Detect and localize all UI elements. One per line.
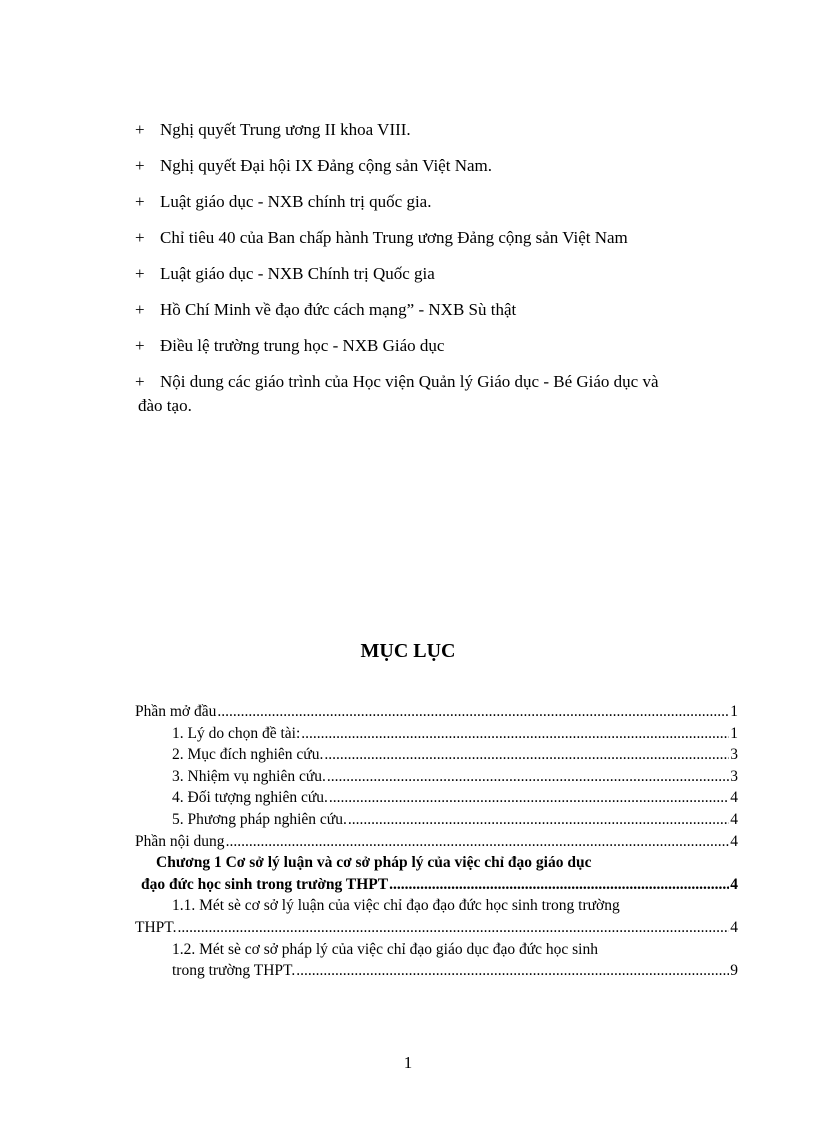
bullet-plus: + xyxy=(135,120,145,139)
reference-item xyxy=(135,154,740,178)
reference-text: Nghị quyết Trung ương II khoa VIII. xyxy=(160,120,411,139)
toc-leader xyxy=(327,766,729,788)
toc-page-number: 4 xyxy=(730,918,738,936)
toc-entry-chapter xyxy=(135,852,738,895)
toc-leader xyxy=(177,917,729,939)
toc-leader xyxy=(296,960,729,982)
toc-entry xyxy=(135,809,738,831)
toc-entry-section xyxy=(135,895,738,938)
bullet-plus: + xyxy=(135,300,145,319)
toc-entry-label: Chương 1 Cơ sở lý luận và cơ sở pháp lý của việc chỉ đạo giáo dục xyxy=(156,854,592,872)
toc-entry-label: 3. Nhiệm vụ nghiên cứu. xyxy=(172,767,326,785)
toc-leader xyxy=(217,701,729,723)
toc-entry-label-continued: đạo đức học sinh trong trường THPT xyxy=(141,875,389,893)
toc-leader xyxy=(389,874,729,896)
toc-page-number: 4 xyxy=(730,875,738,893)
toc-entry-continued xyxy=(135,874,738,896)
reference-item xyxy=(135,262,740,286)
reference-item xyxy=(135,370,740,418)
bullet-plus: + xyxy=(135,192,145,211)
toc-leader xyxy=(324,744,729,766)
toc-entry xyxy=(135,744,738,766)
reference-item xyxy=(135,118,740,142)
toc-entry xyxy=(135,723,738,745)
toc-entry xyxy=(135,701,738,723)
reference-text: Luật giáo dục - NXB chính trị quốc gia. xyxy=(160,192,432,211)
reference-text: Điều lệ trường trung học - NXB Giáo dục xyxy=(160,336,445,355)
reference-text: Nội dung các giáo trình của Học viện Quản lý Giáo dục - Bé Giáo dục và xyxy=(160,372,659,391)
toc-page-number: 4 xyxy=(730,810,738,828)
reference-text: Luật giáo dục - NXB Chính trị Quốc gia xyxy=(160,264,435,283)
reference-item xyxy=(135,190,740,214)
toc-entry-label: 1.2. Mét sè cơ sở pháp lý của việc chỉ đạo giáo dục đạo đức học sinh xyxy=(172,940,598,958)
toc-page-number: 3 xyxy=(730,767,738,785)
toc-page-number: 1 xyxy=(730,703,738,720)
page-number: 1 xyxy=(403,1053,413,1072)
toc-leader xyxy=(329,787,729,809)
reference-item xyxy=(135,298,740,322)
bullet-plus: + xyxy=(135,372,145,391)
toc-entry-label: 4. Đối tượng nghiên cứu. xyxy=(172,789,328,807)
toc-entry-continued xyxy=(135,960,738,982)
toc-entry xyxy=(135,766,738,788)
reference-text: Chỉ tiêu 40 của Ban chấp hành Trung ương Đảng cộng sản Việt Nam xyxy=(160,228,628,247)
bullet-plus: + xyxy=(135,264,145,283)
bullet-plus: + xyxy=(135,156,145,175)
toc-entry-label: 5. Phương pháp nghiên cứu. xyxy=(172,810,347,828)
toc-title: MỤC LỤC xyxy=(360,640,456,662)
toc-entry-label: 1. Lý do chọn đề tài: xyxy=(172,724,301,742)
toc-entry-label: 2. Mục đích nghiên cứu. xyxy=(172,746,324,764)
toc-page-number: 1 xyxy=(730,724,738,742)
toc-entry-label: Phần nội dung xyxy=(135,832,225,850)
table-of-contents xyxy=(135,701,738,982)
toc-entry-section xyxy=(135,939,738,982)
toc-entry xyxy=(135,787,738,809)
toc-leader xyxy=(226,831,730,853)
toc-page-number: 9 xyxy=(730,962,738,980)
reference-item xyxy=(135,226,740,250)
reference-list xyxy=(135,118,740,430)
toc-entry-label-continued: trong trường THPT. xyxy=(172,962,296,980)
toc-leader xyxy=(348,809,729,831)
toc-page-number: 3 xyxy=(730,746,738,764)
reference-text: Hồ Chí Minh về đạo đức cách mạng” - NXB Sù thật xyxy=(160,300,517,319)
bullet-plus: + xyxy=(135,336,145,355)
toc-leader xyxy=(301,723,729,745)
toc-page-number: 4 xyxy=(730,789,738,807)
reference-text-continued: đào tạo. xyxy=(138,396,192,415)
toc-page-number: 4 xyxy=(730,832,738,850)
reference-item xyxy=(135,334,740,358)
toc-entry-label: Phần mở đầu xyxy=(135,703,217,720)
toc-entry-label: 1.1. Mét sè cơ sở lý luận của việc chỉ đạo đạo đức học sinh trong trường xyxy=(172,897,620,915)
toc-entry-continued xyxy=(135,917,738,939)
toc-entry-label-continued: THPT. xyxy=(135,918,177,936)
toc-entry xyxy=(135,831,738,853)
reference-text: Nghị quyết Đại hội IX Đảng cộng sản Việt Nam. xyxy=(160,156,492,175)
bullet-plus: + xyxy=(135,228,145,247)
